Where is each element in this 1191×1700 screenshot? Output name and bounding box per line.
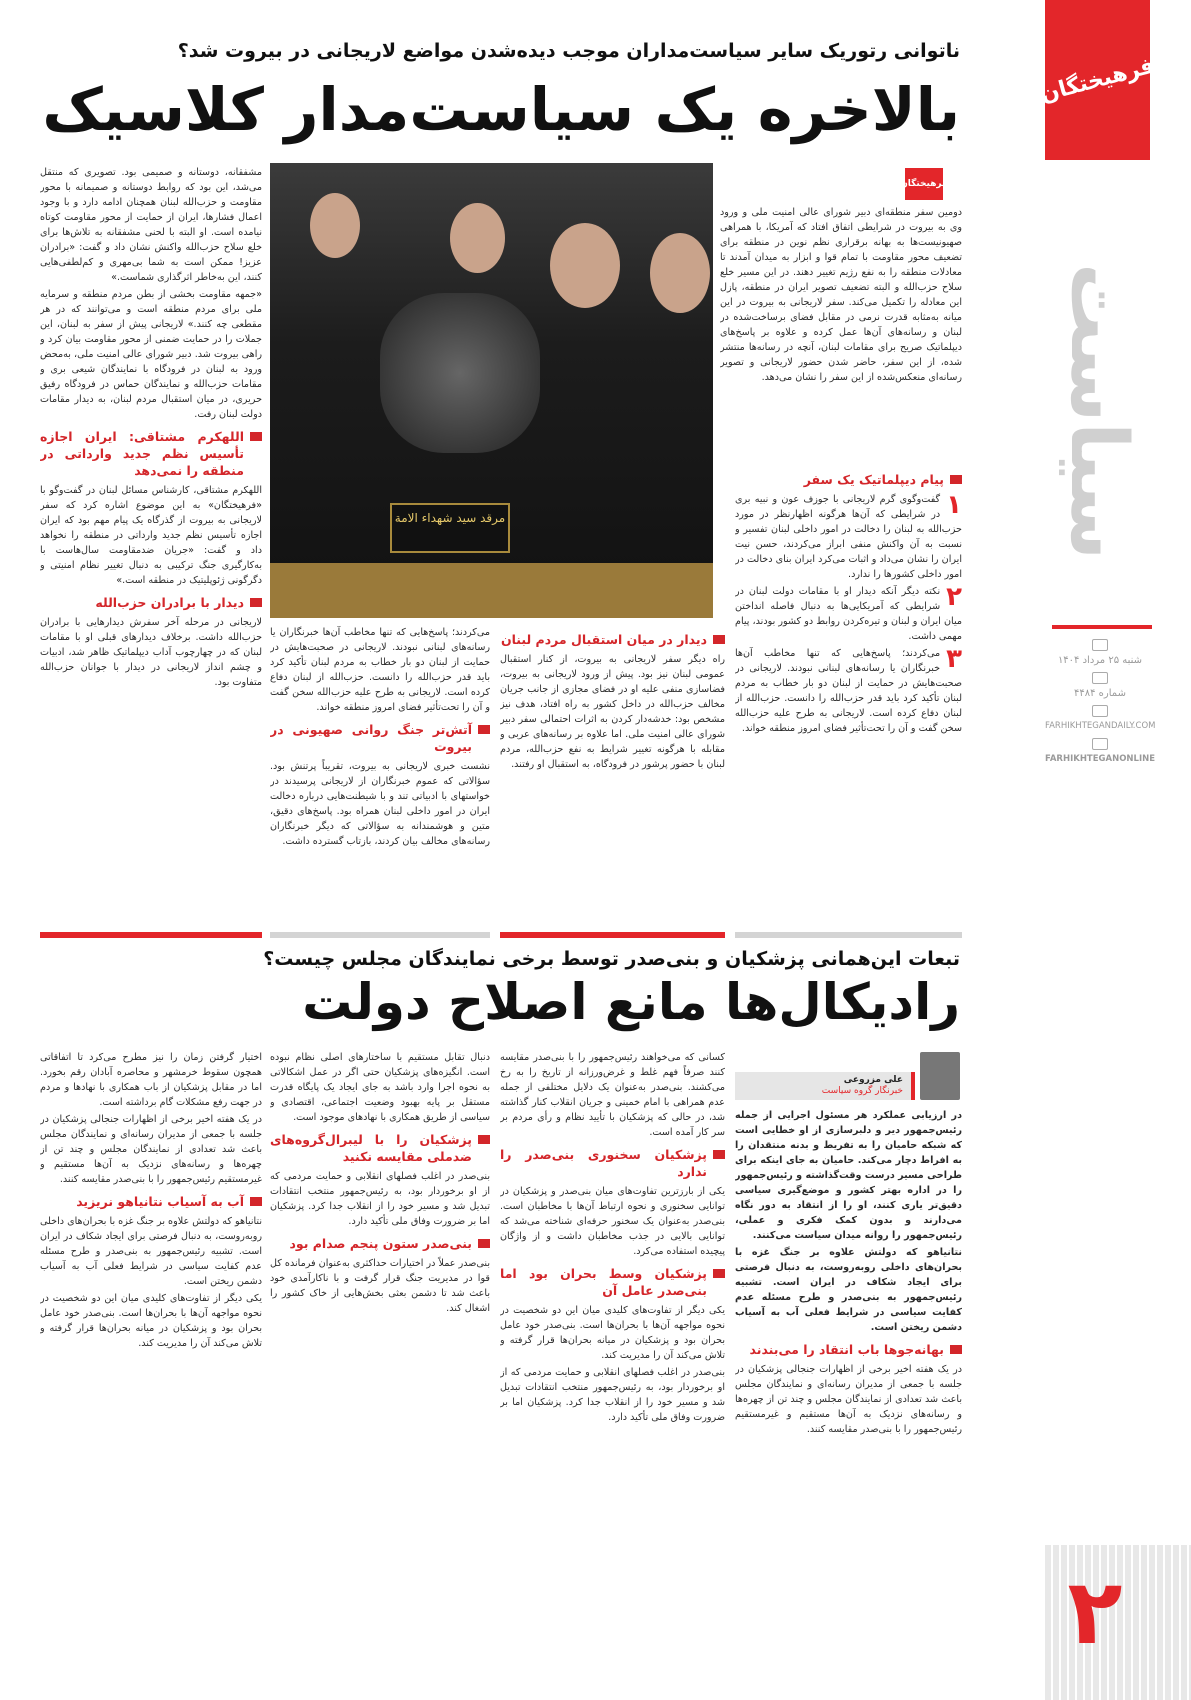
issue-number: شماره ۴۴۸۴ — [1074, 688, 1126, 699]
issue-meta — [1045, 635, 1155, 767]
social-handle[interactable]: FARHIKHTEGANONLINE — [1045, 754, 1156, 764]
subhead: آب به آسیاب نتانیاهو نریزید — [76, 1194, 244, 1209]
calendar-icon — [1092, 639, 1108, 651]
subhead: پزشکیان وسط بحران بود اما بنی‌صدر عامل آن — [500, 1266, 707, 1298]
article2-kicker: تبعات این‌همانی پزشکیان و بنی‌صدر توسط برخی نمایندگان مجلس چیست؟ — [263, 948, 960, 970]
subhead: پزشکیان را با لیبرال‌گروه‌های ضدملی مقایسه نکنید — [270, 1132, 472, 1164]
list-number: ۱ — [946, 490, 962, 520]
subhead: دیدار در میان استقبال مردم لبنان — [500, 632, 707, 647]
article2-headline: رادیکال‌ها مانع اصلاح دولت — [302, 973, 960, 1031]
article2-col-3: دنبال تقابل مستقیم با ساختارهای اصلی نظام نبوده است. انگیزه‌های پزشکیان حتی اگر در عمل اشکالاتی به نحوه اجرا وارد باشد به جای ایجاد یک پایگاه قدرت مستقل بر پایه بهبود وضعیت اجتماعی، اقتصادی و سیاسی از طریق همکاری با نهادهای موجود است. پزشکیان را با لیبرال‌گروه‌های ضدملی مقایسه نکنید بنی‌صدر در اغلب فصلهای انقلابی و حمایت مردمی که از او برخوردار بود، به رئیس‌جمهور منتخب انتقادات تبدیل شد و مسیر خود را از انقلاب جدا کرد. پزشکیان اما بر ضرورت وفاق ملی تأکید دارد. بنی‌صدر ستون پنجم صدام بود بنی‌صدر عملاً در اختیارات حداکثری به‌عنوان فرمانده کل قوا در مدیریت جنگ قرار گرفت و با ناکارآمدی خود باعث شد تا دشمن بعثی بخش‌هایی از خاک کشور را اشغال کند. — [270, 1052, 490, 1314]
article1-col-right: پیام دیپلماتیک یک سفر ۱ گفت‌وگوی گرم لاریجانی با جوزف عون و نبیه بری در شرایطی که آن‌ها هرگونه اظهارنظر در مورد حزب‌الله به لبنان را دخالت در امور داخلی لبنان تفسیر و نسبت به آن واکنش منفی ابراز می‌کردند، حسن نیت ایران را نشان می‌داد و اثبات می‌کرد ایران بنای دخالت در امور داخلی کشورها را ندارد. ۲ نکته دیگر آنکه دیدار او با مقامات دولت لبنان در شرایطی که آمریکایی‌ها به دنبال فاصله انداختن میان ایران و لبنان و تیره‌کردن روابط دو کشور بودند، پیام مهمی داشت. ۳ می‌کردند؛ پاسخ‌هایی که تنها مخاطب آن‌ها خبرنگاران یا رسانه‌های لبنانی نبودند. لاریجانی در صحبت‌هایش در حمایت از لبنان دو بار خطاب به مردم لبنان تأکید کرد باید قدر حزب‌الله را دانست. حزب‌الله از لبنان دفاع کرده است. لاریجانی به طرح علیه حزب‌الله سخن گفت و آن را تحت‌تأثیر فضای امروز منطقه خواند. — [735, 472, 962, 734]
article1-col-2: دیدار در میان استقبال مردم لبنان راه دیگر سفر لاریجانی به بیروت، از کنار استقبال عمومی لبنان نیز بود. پیش از ورود لاریجانی به بیروت، فضاسازی منفی علیه او در فضای مجازی از جانب جریان مخالف حزب‌الله در داخل کشور به راه افتاد، هدف نیز مشخص بود: خدشه‌دار کردن به اثرات احتمالی سفر دبیر شورای عالی امنیت ملی. اما علاوه بر رسانه‌های عربی و مقابله با هرگونه تغییر شرایط به نفع حزب‌الله، مردم لبنان با حضور پرشور در فرودگاه، به استقبال او رفتند. — [500, 632, 725, 770]
section-title: سیاست — [1053, 262, 1143, 560]
photo-sign: مرقد سید شهداء الامة — [390, 503, 510, 553]
divider — [40, 932, 262, 938]
web-icon — [1092, 705, 1108, 717]
subhead: آتش‌تر جنگ روانی صهیونی در بیروت — [270, 722, 472, 754]
list-number: ۲ — [946, 582, 962, 612]
article1-kicker: ناتوانی رتوریک سایر سیاست‌مداران موجب دیده‌شدن مواضع لاریجانی در بیروت شد؟ — [177, 40, 960, 62]
article1-col-3: می‌کردند؛ پاسخ‌هایی که تنها مخاطب آن‌ها خبرنگاران یا رسانه‌های لبنانی نبودند. لاریجانی در صحبت‌هایش در حمایت از لبنان دو بار خطاب به مردم لبنان تأکید کرد باید قدر حزب‌الله را دانست. حزب‌الله از لبنان دفاع کرده است. لاریجانی به طرح علیه حزب‌الله سخن گفت و آن را تحت‌تأثیر فضای امروز منطقه خواند. آتش‌تر جنگ روانی صهیونی در بیروت نشست خبری لاریجانی به بیروت، تقریباً پرتنش بود. سؤالاتی که عموم خبرنگاران از لاریجانی پرسیدند در خواستهای با ادبیاتی تند و با شیطنت‌هایی درباره دخالت ایران در امور داخلی لبنان همراه بود. پاسخ‌های دقیق، متین و هوشمندانه به سؤالاتی که دیگر خبرنگاران رسانه‌های مخالف بیان کردند، بازتاب گسترده داشت. — [270, 627, 490, 847]
subhead: دیدار با برادران حزب‌الله — [95, 595, 244, 610]
list-number: ۳ — [946, 644, 962, 674]
article2-col-right: در ارزیابی عملکرد هر مسئول اجرایی از جمله رئیس‌جمهور دیر و دلبرسازی از او خطایی است که شبکه حامیان را به تفریط و بدنه منتقدان را به افراط دچار می‌کند. حامیان به جای اینکه برای طراحی مسیر درست وقت‌گذاشته و رئیس‌جمهور را در اداره بهتر کشور و موضع‌گیری سیاسی دقیق‌تر یاری کنند، او را از انتقاد به دور نگاه می‌دارند و بدون کمک فکری و عملی، رئیس‌جمهور را روانه میدان‌ سیاست می‌کنند. نتانیاهو که دولتش علاوه بر جنگ غزه با بحران‌های داخلی روبه‌روست، به دنبال فرصتی برای ایجاد شکاف در ایران است. تشبیه رئیس‌جمهور به بنی‌صدر و طرح مسئله عدم کفایت سیاسی در شرایط فعلی آب به آسیاب دشمن ریختن است. بهانه‌جوها باب انتقاد را می‌بندند در یک هفته اخیر برخی از اظهارات جنجالی پزشکیان در جلسه با جمعی از مدیران رسانه‌ای و نمایندگان مجلس باعث شد تعدادی از نمایندگان مجلس و چند تن از چهره‌ها و رسانه‌های نزدیک به آن‌ها مستقیم و غیرمستقیم رئیس‌جمهور را با بنی‌صدر مقایسه کنند. — [735, 1110, 962, 1435]
article1-lead: دومین سفر منطقه‌ای دبیر شورای عالی امنیت ملی و ورود وی به بیروت در شرایطی اتفاق افتاد که آمریکا، با همراهی صهیونیست‌ها به بهانه برقراری نظم نوین در منطقه برای تضعیف محور مقاومت با تمام قوا و ابزار به میدان آمدند تا معادلات منطقه را به نفع رژیم تغییر دهند. در این مسیر خلع سلاح حزب‌الله و البته تضعیف تصویر ایران در منطقه، پازل این معادله را تکمیل می‌کند. سفر لاریجانی به بیروت در این میانه به‌مثابه قدرت نرمی در مقابل فضای برساخت‌شده در لبنان و رسانه‌های آن‌ها عمل کرده و علاوه بر پاسخ‌های دیپلماتیک صریح برای مقامات لبنان، آنچه در رسانه‌ها منتشر شده، از این سفر، حاضر شدن حضور لاریجانی و تصویر رسانه‌ای منعکس‌شده از این سفر را نشان می‌دهد. — [720, 207, 962, 383]
article2-col-left: اختیار گرفتن زمان را نیز مطرح می‌کرد تا اتفاقاتی همچون سقوط خرمشهر و محاصره آبادان رقم بخورد. اما در مقابل پزشکیان از باب همکاری با نهادها و مردم در جهت رفع مشکلات گام برداشته است. در یک هفته اخیر برخی از اظهارات جنجالی پزشکیان در جلسه با جمعی از مدیران رسانه‌ای و نمایندگان مجلس باعث شد تعدادی از نمایندگان مجلس و چند تن از چهره‌ها و رسانه‌های نزدیک به آن‌ها مستقیم و غیرمستقیم رئیس‌جمهور را با بنی‌صدر مقایسه کنند. آب به آسیاب نتانیاهو نریزید نتانیاهو که دولتش علاوه بر جنگ غزه با بحران‌های داخلی روبه‌روست، به دنبال فرصتی برای ایجاد شکاف در ایران است. تشبیه رئیس‌جمهور به بنی‌صدر و طرح مسئله عدم کفایت سیاسی در شرایط فعلی آب به آسیاب دشمن ریختن است. یکی دیگر از تفاوت‌های کلیدی میان این دو شخصیت در نحوه مواجهه آن‌ها با بحران‌ها است. بنی‌صدر خود عامل بحران بود و پزشکیان در میانه بحران‌ها قرار گرفته و تلاش می‌کند آن را مدیریت کند. — [40, 1052, 262, 1349]
newspaper-logo[interactable]: فرهیختگان — [1045, 0, 1150, 160]
divider — [1052, 625, 1152, 629]
social-icon — [1092, 738, 1108, 750]
website-link[interactable]: FARHIKHTEGANDAILY.COM — [1045, 721, 1156, 731]
article2-col-2: کسانی که می‌خواهند رئیس‌جمهور را با بنی‌صدر مقایسه کنند صرفاً فهم غلط و غرض‌ورزانه از تاریخ را به رخ می‌کشند. بنی‌صدر به‌عنوان یک دلایل مختلفی از جمله عدم همراهی با امام خمینی و جریان انقلاب کنار گذاشته شد، در حالی که پزشکیان با تأیید نظام و رأی مردم بر سر کار آمده است. پزشکیان سخنوری بنی‌صدر را ندارد یکی از بارزترین تفاوت‌های میان بنی‌صدر و پزشکیان در توانایی سخنوری و نحوه ارتباط آن‌ها با مخاطبان است. بنی‌صدر به‌عنوان یک سخنور حرفه‌ای شناخته می‌شد که توانایی بالایی در جذب مخاطبان داشت و از واژگان پیچیده استفاده می‌کرد. پزشکیان وسط بحران بود اما بنی‌صدر عامل آن یکی دیگر از تفاوت‌های کلیدی میان این دو شخصیت در نحوه مواجهه آن‌ها با بحران‌ها است. بنی‌صدر خود عامل بحران بود و پزشکیان در میانه بحران‌ها قرار گرفته و تلاش می‌کند آن را مدیریت کند. بنی‌صدر در اغلب فصلهای انقلابی و حمایت مردمی که از او برخوردار بود، به رئیس‌جمهور منتخب انتقادات تبدیل شد و مسیر خود را از انقلاب جدا کرد. پزشکیان اما بر ضرورت وفاق ملی تأکید دارد. — [500, 1052, 725, 1423]
divider — [270, 932, 490, 938]
article1-headline: بالاخره یک سیاست‌مدار کلاسیک — [42, 75, 960, 144]
subhead: بنی‌صدر ستون پنجم صدام بود — [289, 1236, 472, 1251]
divider — [735, 932, 962, 938]
author-avatar — [920, 1052, 960, 1100]
brand-mark: فرهیختگان — [905, 168, 943, 200]
page-number: ۲ — [1067, 1560, 1123, 1665]
divider — [500, 932, 725, 938]
issue-date: شنبه ۲۵ مرداد ۱۴۰۴ — [1057, 655, 1143, 666]
author-box: علی مزروعی خبرنگار گروه سیاست — [735, 1072, 915, 1100]
article1-photo — [270, 163, 713, 618]
masthead-rail — [1045, 0, 1150, 1700]
subhead: بهانه‌جوها باب انتقاد را می‌بندند — [749, 1342, 944, 1357]
article1-col-left: مشفقانه، دوستانه و صمیمی بود. تصویری که منتقل می‌شد، این بود که روابط دوستانه و صمیمانه با محور مقاومت و حزب‌الله لبنان همچنان ادامه دارد و با وجود اعمال فشارها، ایران از حمایت از محور مقاومت کوتاه نیامده است. او البته با لحنی مشفقانه به تلاش‌ها برای خلع سلاح حزب‌الله واکنش نشان داد و گفت: «برادران عزیز! ممکن است به شما بی‌مهری و کم‌لطفی‌هایی کنند، این به‌خاطر اثرگذاری شماست.» «جمهه مقاومت بخشی از بطن مردم منطقه و سرمایه ملی برای مردم منطقه است و می‌توانند که در هر مقطعی چه کنند.» لاریجانی پیش از سفر به لبنان، این جملات را در حمایت ضمنی از محور مقاومت بیان کرد و راهی بیروت شد. دبیر شورای عالی امنیت ملی، به‌محض ورود به لبنان در فرودگاه با نمایندگان شیعی بری و مقامات حزب‌الله و نمایندگان حماس در فرودگاه رفیق حریری، در میان استقبال مردم لبنان، به دیدار مقامات دولت لبنان رفت. اللهکرم مشتاقی: ایران اجازه تأسیس نظم جدید وارداتی در منطقه را نمی‌دهد اللهکرم مشتاقی، کارشناس مسائل لبنان در گفت‌وگو با «فرهیختگان» به این موضوع اشاره کرد که سفر لاریجانی به بیروت از گذرگاه یک پیام مهم بود که ایران اجازه تأسیس نظم جدید وارداتی در منطقه را نخواهد داد و گفت: «جریان ضدمقاومت سال‌هاست با به‌کارگیری جنگ ترکیبی به دنبال تغییر نظام امنیتی و دگرگونی ژئوپلیتیک در منطقه است.» دیدار با برادران حزب‌الله لاریجانی در مرحله آخر سفرش دیدارهایی با برادران حزب‌الله داشت. برخلاف دیدارهای قبلی او با مقامات لبنان که در چهارچوب آداب دیپلماتیک ظاهر شد، ادبیات و چشم انداز لاریجانی در دیدار با جوانان حزب‌الله متفاوت بود. — [40, 167, 262, 688]
issue-icon — [1092, 672, 1108, 684]
subhead: پزشکیان سخنوری بنی‌صدر را ندارد — [500, 1147, 707, 1179]
subhead: پیام دیپلماتیک یک سفر — [735, 471, 962, 488]
subhead: اللهکرم مشتاقی: ایران اجازه تأسیس نظم جدید وارداتی در منطقه را نمی‌دهد — [40, 429, 244, 478]
